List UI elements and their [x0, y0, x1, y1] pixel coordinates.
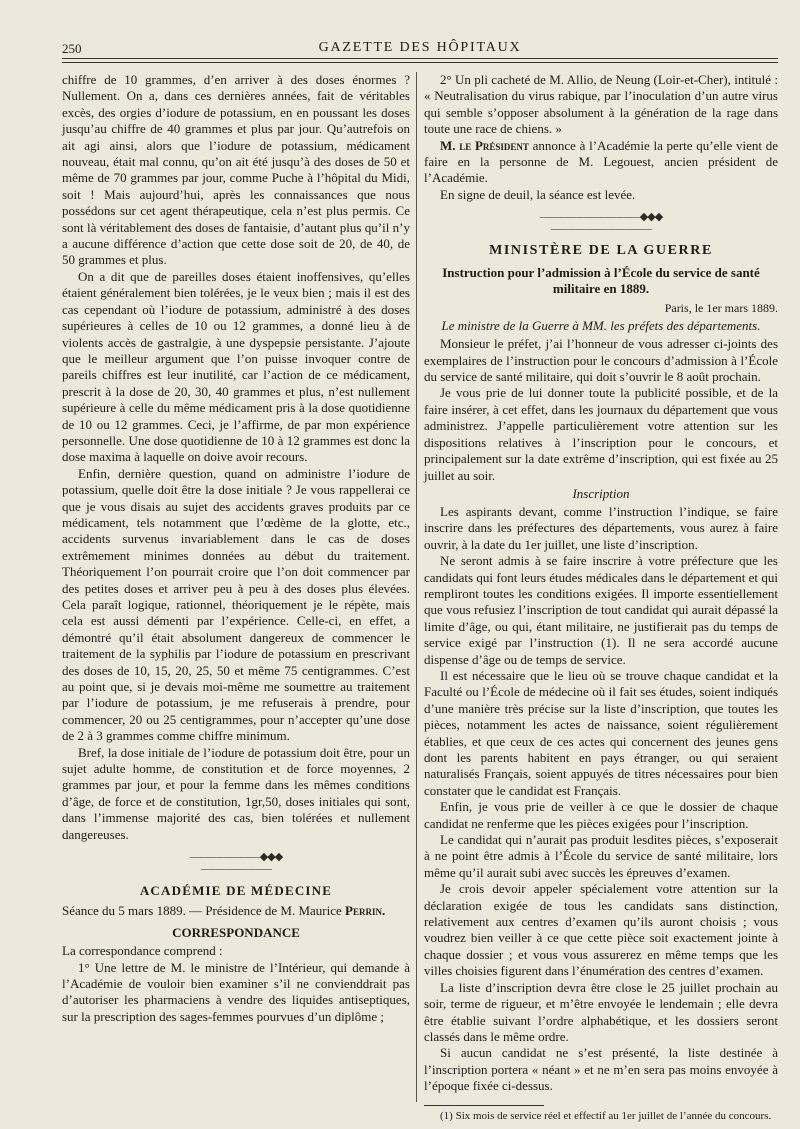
session-line: [62, 903, 410, 919]
paragraph: Il est nécessaire que le lieu où se trouve chaque candidat et la Faculté ou l’École de médecine où il fait ses études, soient indiqués d’une manière très précise sur la liste d’inscription, que toutes les pièces, notamment les actes de naissance, soient régulièrement établies, et que ceux de ces actes qui concernent des jeunes gens dont les parents habitent en pays étranger, ou qui seraient naturalisés Français, soient appuyés de titres nécessaires pour bien constater que le candidat est Français.: [424, 667, 778, 798]
president-label: M. le Président: [440, 137, 529, 153]
right-column: [424, 72, 778, 1123]
correspondance-item: 1° Une lettre de M. le ministre de l’Intérieur, qui demande à l’Académie de vouloir bien examiner s’il ne convienddrait pas d’autoriser les pharmaciens à vendre des liquides antiseptiques, sur la prescription des sages-femmes pourvues d’un diplôme ;: [62, 959, 410, 1024]
section-title-academie: ACADÉMIE DE MÉDECINE: [139, 883, 333, 899]
section-ornament: ——————————◆◆◆——————————: [539, 211, 663, 236]
paragraph: Monsieur le préfet, j’ai l’honneur de vous adresser ci-joints des exemplaires de l’instruction pour le concours d’admission à l’École du service de santé militaire, qui doit s’ouvrir le 8 août prochain.: [424, 336, 778, 385]
paragraph: Je vous prie de lui donner toute la publicité possible, et de la faire insérer, à cet effet, dans les journaux du département que vous administrez. J’appelle particulièrement votre attention sur les dispositions relatives à l’inscription pour le concours, et principalement sur la date extrême d’inscription, qui est fixée au 25 juillet au soir.: [424, 385, 778, 483]
dateline: Paris, le 1er mars 1889.: [664, 301, 778, 316]
running-title: GAZETTE DES HÔPITAUX: [318, 40, 522, 55]
correspondance-item: 2° Un pli cacheté de M. Allio, de Neung (Loir-et-Cher), intitulé : « Neutralisation du virus rabique, par l’inoculation d’un autre virus qui semble s’opposer absolument à la génération de la rage dans toute une race de chiens. »: [424, 72, 778, 137]
page-header: [62, 36, 778, 58]
session-label: Séance du 5 mars 1889. — Présidence de M. Maurice: [62, 903, 342, 919]
paragraph: Ne seront admis à se faire inscrire à votre préfecture que les candidats qui font leurs études médicales dans le département et qui rempliront toutes les conditions exigées. Il importe essentiellement que vous refusiez l’inscription de tout candidat qui aurait dépassé la limite d’âge, ou qui, étant militaire, ne justifierait pas du temps de service exigé par l’instruction (1). Il ne sera accordé aucune dispense d’âge ou de temps de service.: [424, 553, 778, 667]
footnote-rule: [424, 1105, 544, 1106]
paragraph: La liste d’inscription devra être close le 25 juillet prochain au soir, terme de rigueur, et m’être envoyée le lendemain ; elle devra être établie suivant l’ordre alphabétique, et les dossiers seront classés dans le même ordre.: [424, 979, 778, 1044]
president-announcement: [424, 138, 778, 187]
session-president-name: Perrin.: [345, 903, 386, 919]
paragraph: Si aucun candidat ne s’est présenté, la liste destinée à l’inscription portera « néant » et ne m’en sera pas moins envoyée à l’époque fixée ci-dessus.: [424, 1045, 778, 1094]
section-title-ministere: MINISTÈRE DE LA GUERRE: [489, 243, 713, 259]
correspondance-intro: La correspondance comprend :: [62, 943, 223, 959]
paragraph: Les aspirants devant, comme l’instruction l’indique, se faire inscrire dans les préfectures des départements, vous aurez à faire ouvrir, à la date du 1er juillet, une liste d’inscription.: [424, 503, 778, 552]
paragraph: Enfin, dernière question, quand on administre l’iodure de potassium, quelle doit être la dose initiale ? Je vous rappellerai ce que je vous disais au sujet des accidents graves produits par ce médicament, tels notamment que l’œdème de la glotte, etc., accidents survenus invariablement dans le cas de doses extrêmement minimes données au début du traitement. Théoriquement l’on pourrait croire que l’on doit commencer par des petites doses et arriver peu à peu à des doses plus élevées. Cela paraît logique, rationnel, théoriquement je le répète, mais cela est aussi démenti par l’expérience. Celle-ci, en effet, a démontré qu’il était absolument dangereux de commencer le traitement de la syphilis par l’iodure de potassium en prescrivant des doses de 10, 15, 20, 25, 50 et même 75 centigrammes. C’est au point que, si je devais moi-même me soumettre au traitement par l’iodure de potassium, je me refuserais à prendre, pour commencer, 20 ou 25 centigrammes, pour n’accepter qu’une dose de 2 à 3 grammes comme chiffre minimum.: [62, 465, 410, 744]
mourning-text: En signe de deuil, la séance est levée.: [440, 186, 636, 202]
subsection-title-correspondance: CORRESPONDANCE: [172, 925, 300, 941]
page-number: 250: [62, 41, 82, 56]
section-ornament: ———————◆◆◆———————: [189, 851, 283, 876]
president-text: annonce à l’Académie la perte qu’elle vient de faire en la personne de M. Legouest, ancien président de l’Académie.: [424, 137, 779, 186]
column-divider: [416, 72, 417, 1102]
header-rule-top: [62, 58, 778, 59]
footnote: (1) Six mois de service réel et effectif au 1er juillet de l’année du concours.: [440, 1109, 772, 1122]
paragraph: Bref, la dose initiale de l’iodure de potassium doit être, pour un sujet adulte homme, de constitution et de force moyennes, 2 grammes par jour, et pour la femme dans les mêmes conditions d’âge, de force et de constitution, 1gr,50, doses initiales qui sont, dans l’immense majorité des cas, bien tolérées et nullement dangereuses.: [62, 744, 410, 842]
instruction-title: Instruction pour l’admission à l’École du service de santé militaire en 1889.: [442, 265, 760, 297]
paragraph: On a dit que de pareilles doses étaient inoffensives, qu’elles étaient généralement bien tolérées, je le veux bien ; mais il est des cas cependant où l’iodure de potassium, administré à des doses supérieures à celles de 10 ou 12 grammes, a donné lieu à de violents accès de gastralgie, à une dyspepsie persistante. J’ajoute que le meilleur argument que l’on puisse invoquer contre de pareils chiffres est leur inutilité, car l’action de ce médicament, prescrit à la dose de 20, 30, 40 grammes et plus, n’est nullement supérieure à celle du même médicament pris à la dose quotidienne de 10 ou 12 grammes. Ceci, je l’affirme, de par mon expérience personnelle. Une dose quotidienne de 10 à 12 grammes est donc la dose maxima à laquelle on doive avoir recours.: [62, 268, 410, 465]
left-column: [62, 72, 410, 1025]
addressee: Le ministre de la Guerre à MM. les préfets des départements.: [441, 318, 761, 334]
paragraph: Je crois devoir appeler spécialement votre attention sur la déclaration exigée de tous les candidats sans distinction, relativement aux centres d’examen qu’ils auront choisis ; vous voudrez bien veiller à ce que cette pièce soit exactement jointe à chaque dossier ; et vous vous assurerez en même temps que les villes choisies figurent dans l’énumération des centres d’examen.: [424, 881, 778, 979]
paragraph: chiffre de 10 grammes, d’en arriver à des doses énormes ? Nullement. On a, dans ces dernières années, fait de véritables excès, des orgies d’iodure de potassium, en en poussant les doses jusqu’au chiffre de 40 grammes et plus par jour. Qu’autrefois on ait agi ainsi, alors que l’iodure de potassium, médicament nouveau, était mal connu, qu’on ait été jusqu’à des doses de 50 et même de 70 grammes par jour, comme Puche à l’hôpital du Midi, soit ! Mais aujourd’hui, après les connaissances que nous possédons sur cet agent thérapeutique, cela n’est plus permis. Ce sont là véritablement des doses de fantaisie, d’autant plus qu’il n’y a aucune différence d’action que cette dose soit de 20, de 40, de 50 grammes et plus.: [62, 72, 410, 268]
header-rule-bottom: [62, 62, 778, 63]
paragraph: Le candidat qui n’aurait pas produit lesdites pièces, s’exposerait à ne point être admis à l’École du service de santé militaire, lors même qu’il aurait subi avec succès les épreuves d’examen.: [424, 832, 778, 880]
inscription-heading: Inscription: [572, 485, 630, 501]
paragraph: Enfin, je vous prie de veiller à ce que le dossier de chaque candidat ne renferme que les pièces exigées pour l’inscription.: [424, 799, 778, 831]
